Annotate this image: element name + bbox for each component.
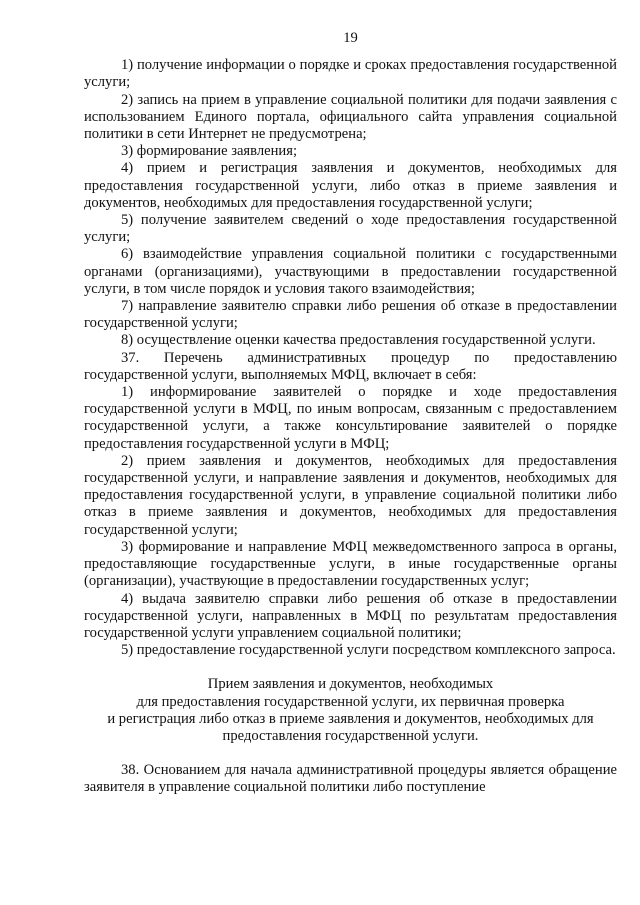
list-item: 3) формирование заявления; [121, 143, 297, 160]
paragraph-38: 38. Основанием для начала административной процедуры является обращение заявителя в управление социальной политики либо поступление [84, 762, 617, 796]
list-item: 7) направление заявителю справки либо решения об отказе в предоставлении государственной услуги; [84, 298, 617, 332]
page-number: 19 [343, 30, 358, 46]
list-item: 2) прием заявления и документов, необходимых для предоставления государственной услуги, и направление заявления и документов, необходимых для предоставления государственной услуги, в управление социальной политики либо отказ в приеме заявления и документов, необходимых для предоставления государственной услуги; [84, 452, 617, 538]
list-item: 4) выдача заявителю справки либо решения об отказе в предоставлении государственной услуги, направленных в МФЦ по результатам предоставления государственной услуги управлением социальной политики; [84, 590, 617, 641]
list-item: 3) формирование и направление МФЦ межведомственного запроса в органы, предоставляющие государственные услуги, в иные государственные органы (организации), участвующие в предоставлении государственных услуг; [84, 538, 617, 590]
list-part1 [84, 57, 617, 659]
list-item: 1) информирование заявителей о порядке и ходе предоставления государственной услуги в МФЦ, по иным вопросам, связанным с предоставлением государственной услуги, а также консультирование заявителей о порядке предоставления государственной услуги в МФЦ; [84, 384, 617, 452]
section-heading-line: и регистрация либо отказ в приеме заявления и документов, необходимых для [107, 710, 594, 727]
section-heading [84, 676, 617, 745]
section-heading-line: Прием заявления и документов, необходимых [207, 676, 494, 693]
list-item: 2) запись на прием в управление социальной политики для подачи заявления с использованием Единого портала, официального сайта управления социальной политики в сети Интернет не предусмотрена; [84, 91, 617, 143]
paragraph-37: 37. Перечень административных процедур по предоставлению государственной услуги, выполняемых МФЦ, включает в себя: [84, 349, 617, 383]
list-item: 5) предоставление государственной услуги посредством комплексного запроса. [121, 642, 616, 659]
list-item: 6) взаимодействие управления социальной политики с государственными органами (организациями), участвующими в предоставлении государственной услуги, в том числе порядок и условия такого взаимодействия; [84, 246, 617, 297]
list-item: 4) прием и регистрация заявления и документов, необходимых для предоставления государственной услуги, либо отказ в приеме заявления и документов, необходимых для предоставления государственной услуги; [84, 160, 617, 211]
section-heading-line: для предоставления государственной услуги, их первичная проверка [136, 693, 565, 710]
document-page [84, 30, 617, 797]
list-item: 8) осуществление оценки качества предоставления государственной услуги. [121, 332, 596, 349]
list-item: 1) получение информации о порядке и сроках предоставления государственной услуги; [84, 57, 617, 91]
list-part2 [84, 762, 617, 796]
section-heading-line: предоставления государственной услуги. [222, 727, 479, 744]
list-item: 5) получение заявителем сведений о ходе предоставления государственной услуги; [84, 212, 617, 246]
